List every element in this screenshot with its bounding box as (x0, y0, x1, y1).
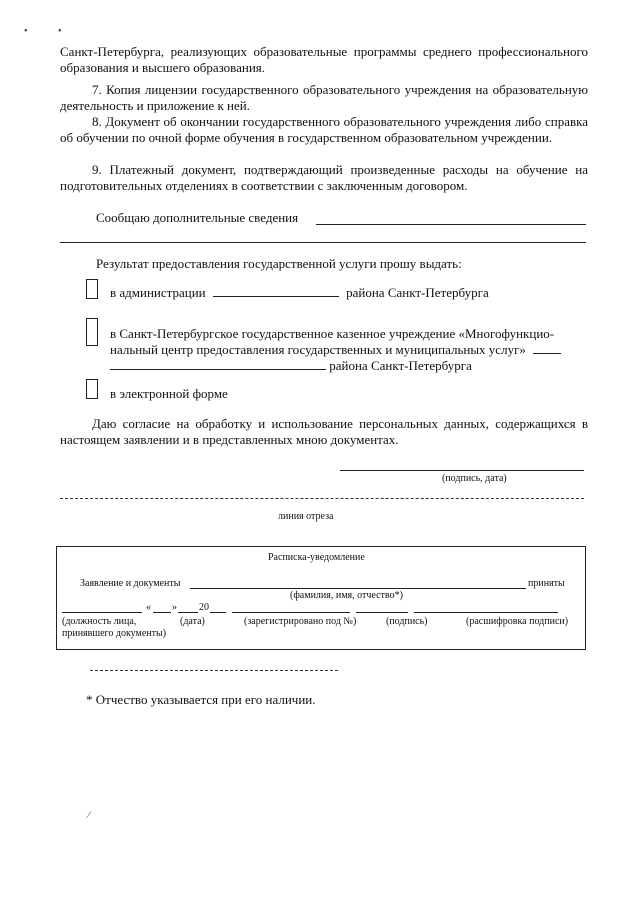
month-field[interactable] (178, 612, 198, 613)
year-prefix: 20 (199, 602, 209, 613)
col-decoding-caption: (расшифровка подписи) (466, 616, 569, 627)
signature-caption: (подпись, дата) (442, 473, 507, 484)
list-item-6-full-text: Санкт-Петербурга, реализующих образовательные программы среднего профессионального образования и высшего образования. (60, 44, 588, 75)
additional-info-label: Сообщаю дополнительные сведения (96, 210, 299, 225)
list-item-9: 9. Платежный документ, подтверждающий произведенные расходы на обучение на подготовительных отделениях в соответствии с заключенным договором. (60, 162, 588, 193)
registration-number-field[interactable] (232, 612, 350, 613)
additional-info-field[interactable] (316, 224, 586, 225)
col-date-caption: (дата) (180, 616, 205, 627)
option-mfc-suffix: района Санкт-Петербурга (329, 358, 472, 373)
receipt-name-caption: (фамилия, имя, отчество*) (290, 590, 403, 601)
date-open-quote: « (146, 602, 151, 613)
date-close-quote: » (172, 602, 177, 613)
option-electronic: в электронной форме (110, 386, 228, 401)
option-mfc-line1: в Санкт-Петербургское государственное казенное учреждение «Многофункцио- (110, 326, 555, 341)
checkbox-mfc[interactable] (86, 318, 98, 346)
option-mfc-line3 (110, 358, 472, 374)
day-field[interactable] (153, 612, 171, 613)
receipt-docs-label: Заявление и документы (80, 578, 181, 589)
option-administration-suffix: района Санкт-Петербурга (346, 285, 489, 300)
scan-mark: • (58, 26, 62, 37)
option-administration-prefix: в администрации (110, 285, 206, 300)
list-item-8: 8. Документ об окончании государственного образовательного учреждения либо справка об обучении по очной форме обучения в государственном образовательном учреждении. (60, 114, 588, 145)
year-field[interactable] (210, 612, 226, 613)
option-administration (110, 285, 489, 301)
checkbox-administration[interactable] (86, 279, 98, 299)
cut-line (60, 498, 584, 499)
signature-decoding-field[interactable] (414, 612, 558, 613)
receipt-accepted: приняты (528, 578, 565, 589)
result-label: Результат предоставления государственной услуги прошу выдать: (96, 256, 462, 271)
cut-line-label: линия отреза (278, 511, 334, 522)
additional-info-field-line2[interactable] (60, 242, 586, 243)
footnote: * Отчество указывается при его наличии. (86, 692, 316, 707)
signature-receipt-field[interactable] (356, 612, 408, 613)
scan-mark: ⁄ (88, 810, 90, 821)
option-mfc-line2-text: нальный центр предоставления государственных и муниципальных услуг» (110, 342, 526, 357)
mfc-field[interactable] (533, 342, 561, 354)
list-item-7: 7. Копия лицензии государственного образовательного учреждения на образовательную деятельность и приложение к ней. (60, 82, 588, 113)
col-signature-caption: (подпись) (386, 616, 428, 627)
col-position-caption: (должность лица, принявшего документы) (62, 616, 167, 639)
position-field[interactable] (62, 612, 142, 613)
signature-field[interactable] (340, 470, 584, 471)
applicant-name-field[interactable] (190, 588, 526, 589)
scan-mark: • (24, 26, 28, 37)
list-item-6-continuation (60, 44, 588, 76)
district-name-field[interactable] (213, 285, 339, 297)
checkbox-electronic[interactable] (86, 379, 98, 399)
col-registered-caption: (зарегистрировано под №) (244, 616, 357, 627)
receipt-title: Расписка-уведомление (268, 552, 365, 563)
mfc-district-field[interactable] (110, 358, 326, 370)
consent-text: Даю согласие на обработку и использование персональных данных, содержащихся в настоящем заявлении и в представленных мною документах. (60, 416, 588, 447)
option-mfc-line2 (110, 342, 561, 358)
footnote-separator (90, 670, 338, 671)
